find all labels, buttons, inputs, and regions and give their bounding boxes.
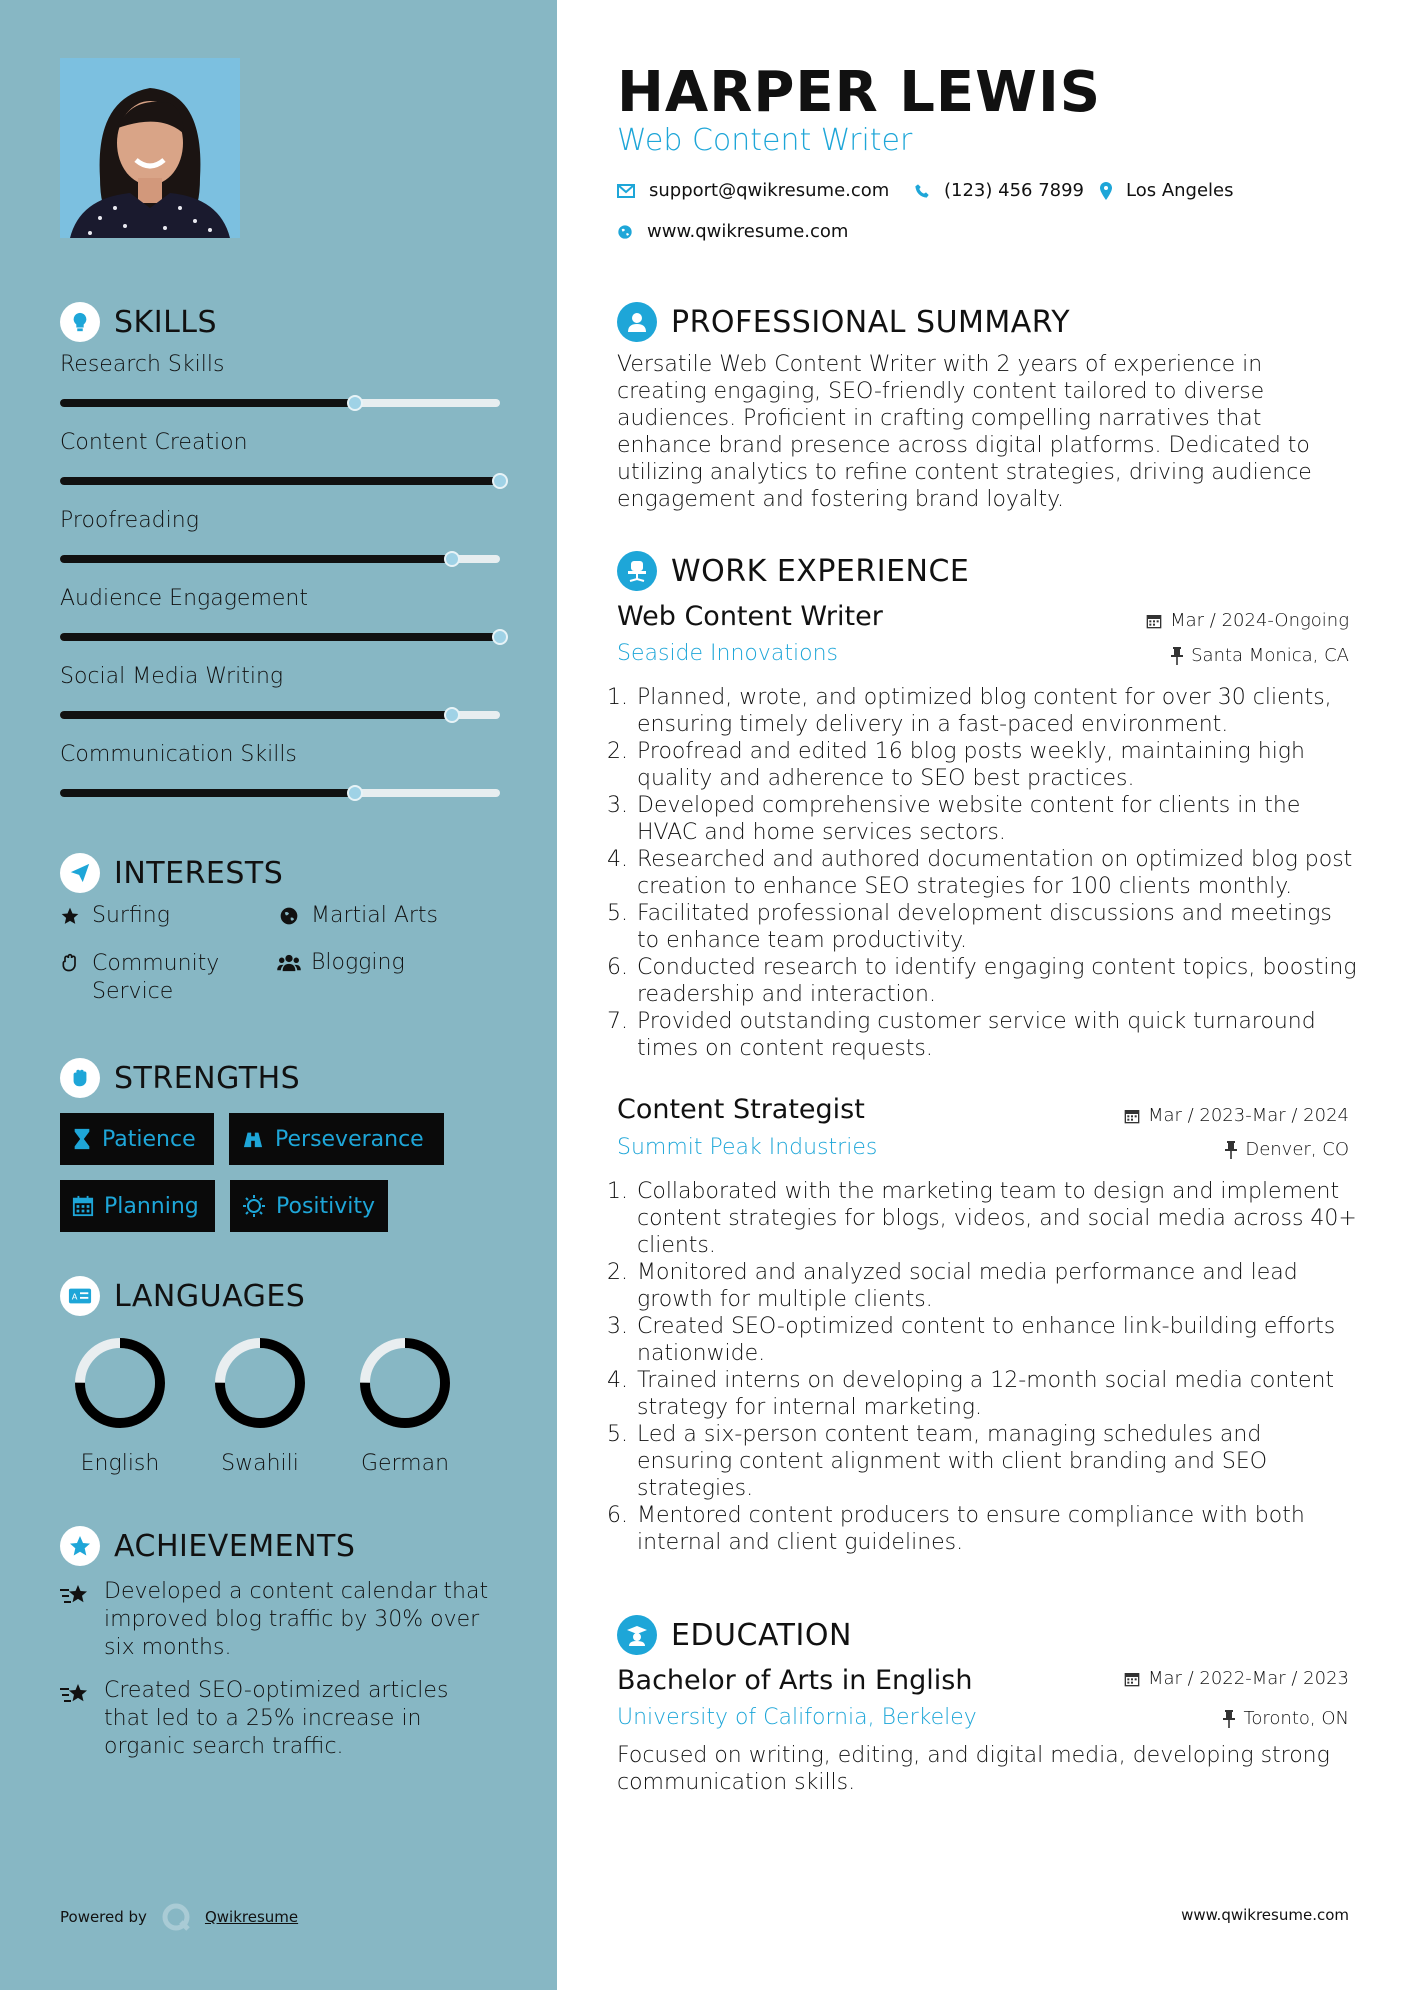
calendar-icon bbox=[72, 1195, 94, 1217]
skill-level-knob bbox=[444, 551, 460, 567]
job-bullet: 6. Conducted research to identify engaging content topics, boosting readership and interaction. bbox=[635, 954, 1357, 1008]
education-school: University of California, Berkeley bbox=[617, 1705, 977, 1730]
language-name: English bbox=[80, 1451, 160, 1476]
user-icon bbox=[617, 302, 657, 342]
interests-heading: INTERESTS bbox=[60, 853, 283, 893]
experience-heading: WORK EXPERIENCE bbox=[617, 551, 969, 591]
job-bullet: 2. Proofread and edited 16 blog posts weekly, maintaining high quality and adherence to SEO best practices. bbox=[635, 738, 1357, 792]
achievement-item: Developed a content calendar that improved blog traffic by 30% over six months. bbox=[60, 1578, 500, 1662]
job-bullet: 1. Collaborated with the marketing team to design and implement content strategies for blogs, videos, and social media across 40+ clients. bbox=[635, 1178, 1357, 1259]
footer-website[interactable]: www.qwikresume.com bbox=[1181, 1906, 1349, 1924]
shooting-star-icon bbox=[60, 1578, 104, 1662]
strength-tag: Positivity bbox=[230, 1180, 388, 1232]
envelope-icon bbox=[617, 184, 635, 198]
skill-level-fill bbox=[60, 789, 355, 797]
achievement-item: Created SEO-optimized articles that led to a 25% increase in organic search traffic. bbox=[60, 1677, 500, 1761]
office-chair-icon bbox=[617, 551, 657, 591]
users-icon bbox=[277, 950, 301, 973]
skill-label: Audience Engagement bbox=[60, 586, 308, 611]
globe-icon bbox=[277, 903, 301, 926]
education-location: Toronto, ON bbox=[1223, 1708, 1349, 1729]
skill-item bbox=[60, 430, 500, 485]
job-title: Web Content Writer bbox=[617, 601, 883, 632]
achievements-heading: ACHIEVEMENTS bbox=[60, 1526, 355, 1566]
skill-level-fill bbox=[60, 711, 452, 719]
language-name: German bbox=[360, 1451, 450, 1476]
graduate-icon bbox=[617, 1615, 657, 1655]
language-level-ring bbox=[355, 1333, 455, 1433]
hourglass-icon bbox=[72, 1128, 92, 1150]
interest-item: Surfing bbox=[58, 903, 258, 928]
language-item bbox=[335, 1333, 475, 1476]
calendar-icon bbox=[1124, 1108, 1140, 1124]
skill-label: Research Skills bbox=[60, 352, 225, 377]
job-bullet: 4. Trained interns on developing a 12-month social media content strategy for internal marketing. bbox=[635, 1367, 1357, 1421]
interest-item: Martial Arts bbox=[277, 903, 497, 928]
paper-plane-icon bbox=[60, 853, 100, 893]
skill-item bbox=[60, 352, 500, 407]
summary-heading: PROFESSIONAL SUMMARY bbox=[617, 302, 1070, 342]
job-bullets bbox=[617, 1178, 1357, 1556]
interest-item: Community Service bbox=[58, 950, 258, 1006]
fist-icon bbox=[60, 1058, 100, 1098]
job-bullet: 4. Researched and authored documentation on optimized blog post creation to enhance SEO strategies for 100 clients monthly. bbox=[635, 846, 1357, 900]
job-bullet: 1. Planned, wrote, and optimized blog content for over 30 clients, ensuring timely delivery in a fast-paced environment. bbox=[635, 684, 1357, 738]
language-level-ring bbox=[70, 1333, 170, 1433]
job-location: Denver, CO bbox=[1225, 1139, 1349, 1160]
qwikresume-logo-icon bbox=[161, 1902, 191, 1932]
pushpin-icon bbox=[1223, 1710, 1235, 1728]
skill-level-bar bbox=[60, 555, 500, 563]
languages-heading: A LANGUAGES bbox=[60, 1276, 305, 1316]
job-location: Santa Monica, CA bbox=[1171, 645, 1349, 666]
job-bullets bbox=[617, 684, 1357, 1062]
job-title: Content Strategist bbox=[617, 1094, 865, 1125]
contact-phone[interactable]: (123) 456 7899 bbox=[914, 180, 1084, 201]
skill-level-knob bbox=[492, 473, 508, 489]
strengths-heading: STRENGTHS bbox=[60, 1058, 300, 1098]
skill-item bbox=[60, 742, 500, 797]
candidate-role: Web Content Writer bbox=[617, 123, 913, 158]
education-degree: Bachelor of Arts in English bbox=[617, 1665, 973, 1696]
job-bullet: 7. Provided outstanding customer service with quick turnaround times on content requests. bbox=[635, 1008, 1357, 1062]
job-dates: Mar / 2023-Mar / 2024 bbox=[1124, 1105, 1349, 1126]
skill-item bbox=[60, 664, 500, 719]
job-company: Seaside Innovations bbox=[617, 641, 838, 666]
skill-item bbox=[60, 508, 500, 563]
star-badge-icon bbox=[60, 1526, 100, 1566]
language-item bbox=[190, 1333, 330, 1476]
contact-email[interactable]: support@qwikresume.com bbox=[617, 180, 889, 201]
strength-tag: Patience bbox=[60, 1113, 214, 1165]
calendar-icon bbox=[1146, 613, 1162, 629]
job-company: Summit Peak Industries bbox=[617, 1135, 878, 1160]
skill-item bbox=[60, 586, 500, 641]
skill-level-bar bbox=[60, 399, 500, 407]
skill-level-bar bbox=[60, 477, 500, 485]
skills-heading: SKILLS bbox=[60, 302, 217, 342]
job-bullet: 2. Monitored and analyzed social media performance and lead growth for multiple clients. bbox=[635, 1259, 1357, 1313]
education-text: Focused on writing, editing, and digital media, developing strong communication skills. bbox=[617, 1743, 1330, 1795]
language-item bbox=[50, 1333, 190, 1476]
profile-photo bbox=[60, 58, 240, 238]
summary-text: Versatile Web Content Writer with 2 years of experience in creating engaging, SEO-friendly content tailored to diverse audiences. Proficient in crafting compelling narratives that enhance brand presence across digital platforms. Dedicated to utilizing analytics to refine content strategies, driving audience engagement and fostering brand loyalty. bbox=[617, 352, 1312, 512]
job-dates: Mar / 2024-Ongoing bbox=[1146, 610, 1349, 631]
svg-text:A: A bbox=[71, 1291, 78, 1302]
skill-label: Proofreading bbox=[60, 508, 199, 533]
job-bullet: 3. Created SEO-optimized content to enhance link-building efforts nationwide. bbox=[635, 1313, 1357, 1367]
sun-icon bbox=[242, 1194, 266, 1218]
strength-tag: Planning bbox=[60, 1180, 215, 1232]
skill-level-fill bbox=[60, 555, 452, 563]
job-bullet: 5. Facilitated professional development discussions and meetings to enhance team productivity. bbox=[635, 900, 1357, 954]
sidebar bbox=[0, 0, 557, 1990]
skill-level-knob bbox=[444, 707, 460, 723]
qwikresume-link[interactable]: Qwikresume bbox=[204, 1908, 299, 1926]
education-dates: Mar / 2022-Mar / 2023 bbox=[1124, 1668, 1349, 1689]
skill-level-bar bbox=[60, 633, 500, 641]
skill-level-bar bbox=[60, 711, 500, 719]
contact-website[interactable]: www.qwikresume.com bbox=[617, 221, 848, 242]
pushpin-icon bbox=[1171, 647, 1183, 665]
star-icon bbox=[58, 903, 82, 926]
interest-item: Blogging bbox=[277, 950, 497, 975]
skill-level-fill bbox=[60, 633, 500, 641]
skill-level-knob bbox=[492, 629, 508, 645]
language-name: Swahili bbox=[221, 1451, 299, 1476]
contact-location: Los Angeles bbox=[1100, 180, 1234, 201]
skill-label: Social Media Writing bbox=[60, 664, 284, 689]
candidate-name: HARPER LEWIS bbox=[617, 60, 1102, 125]
phone-icon bbox=[914, 183, 930, 199]
strength-tag: Perseverance bbox=[229, 1113, 444, 1165]
hand-icon bbox=[58, 950, 82, 973]
job-bullet: 5. Led a six-person content team, managing schedules and ensuring content alignment with client branding and SEO strategies. bbox=[635, 1421, 1357, 1502]
lightbulb-icon bbox=[60, 302, 100, 342]
skill-label: Communication Skills bbox=[60, 742, 297, 767]
powered-by: Powered by Qwikresume bbox=[60, 1902, 298, 1932]
globe-icon bbox=[617, 224, 633, 240]
skill-level-knob bbox=[347, 785, 363, 801]
calendar-icon bbox=[1124, 1671, 1140, 1687]
binoculars-icon bbox=[241, 1129, 265, 1149]
job-bullet: 6. Mentored content producers to ensure compliance with both internal and client guidelines. bbox=[635, 1502, 1357, 1556]
pushpin-icon bbox=[1225, 1141, 1237, 1159]
job-bullet: 3. Developed comprehensive website content for clients in the HVAC and home services sectors. bbox=[635, 792, 1357, 846]
education-heading: EDUCATION bbox=[617, 1615, 852, 1655]
shooting-star-icon bbox=[60, 1677, 104, 1761]
skill-level-knob bbox=[347, 395, 363, 411]
skill-level-fill bbox=[60, 399, 355, 407]
map-pin-icon bbox=[1100, 182, 1112, 200]
language-level-ring bbox=[210, 1333, 310, 1433]
skill-level-bar bbox=[60, 789, 500, 797]
skill-label: Content Creation bbox=[60, 430, 248, 455]
language-card-icon bbox=[60, 1276, 100, 1316]
skill-level-fill bbox=[60, 477, 500, 485]
